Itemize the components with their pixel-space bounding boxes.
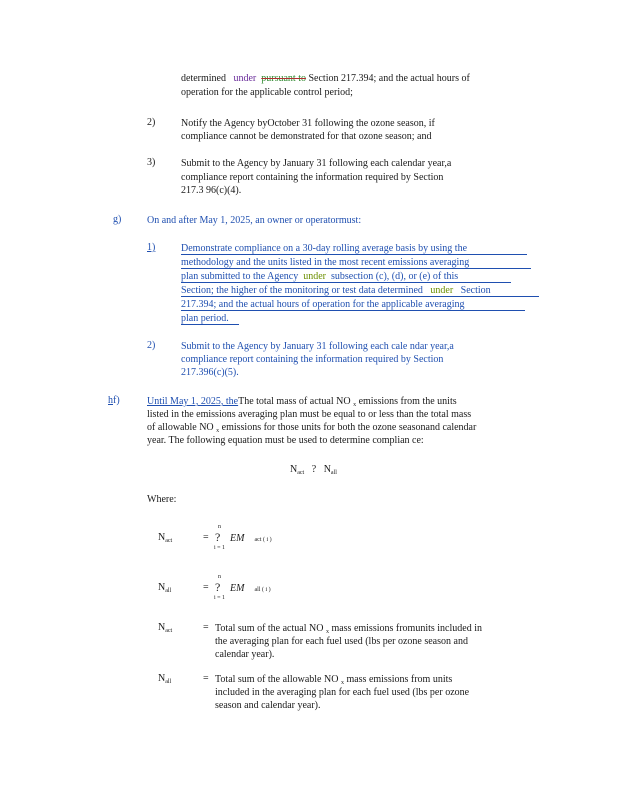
term: EM <box>230 533 245 544</box>
g2-line3: 217.396(c)(5). <box>181 367 239 378</box>
text: mass emissions from units <box>346 674 453 685</box>
g2-line2: compliance report containing the information required by Section <box>181 354 444 365</box>
def4-equals: = <box>203 673 209 684</box>
def2-sum-top: n <box>218 574 221 580</box>
def3-line3: calendar year). <box>215 649 275 660</box>
subscript: all <box>165 679 172 685</box>
where-label: Where: <box>147 494 177 505</box>
item-2-line2: compliance cannot be demonstrated for that ozone season; and <box>181 131 432 142</box>
def2-sum-operator: ? <box>215 580 221 594</box>
text: mass emissions fromunits included in <box>331 623 482 634</box>
g1-underline <box>181 296 539 297</box>
text: The total mass of actual NO <box>238 396 351 407</box>
text: emissions from the units <box>358 396 457 407</box>
subscript: all ( i ) <box>254 587 271 593</box>
item-2-line1: Notify the Agency byOctober 31 following the ozone season, if <box>181 118 435 129</box>
def2-term <box>230 583 271 594</box>
def4-line2: included in the averaging plan for each fuel used (lbs per ozone <box>215 687 470 698</box>
g1-underline <box>181 268 531 269</box>
g1-underline <box>181 254 527 255</box>
symbol: N <box>158 532 166 543</box>
subscript: act <box>165 628 173 634</box>
section-h-line2: listed in the emissions averaging plan must be equal to or less than the total mass <box>147 409 472 420</box>
text: determined <box>181 73 226 84</box>
text: emissions for those units for both the ozone seasonand calendar <box>221 422 477 433</box>
inserted-text: under <box>233 73 257 84</box>
subscript: act <box>297 470 305 476</box>
inserted-text: under <box>303 271 326 282</box>
subscript: x <box>353 402 357 408</box>
deleted-text: pursuant to <box>261 73 306 84</box>
symbol: N <box>158 673 166 684</box>
text: subsection (c), (d), or (e) of this <box>330 271 459 282</box>
subscript: x <box>216 428 220 434</box>
deleted-label: h <box>108 395 113 406</box>
subscript: all <box>330 470 337 476</box>
g1-line6: plan period. <box>181 313 229 324</box>
block-f-end-line1 <box>181 72 470 85</box>
text: plan submitted to the Agency <box>181 271 299 282</box>
subscript: act ( i ) <box>254 537 272 543</box>
block-f-end-line2: operation for the applicable control period; <box>181 87 353 98</box>
text: of allowable NO <box>147 422 214 433</box>
subscript: x <box>325 629 329 635</box>
eq-lhs: N <box>290 464 298 475</box>
g1-line2: methodology and the units listed in the most recent emissions averaging <box>181 257 470 268</box>
text: Section <box>460 285 491 296</box>
inserted-label: f) <box>113 395 120 406</box>
g1-underline <box>181 324 239 325</box>
inserted-text: under <box>430 285 454 296</box>
main-equation <box>290 464 337 476</box>
item-2-number: 2) <box>147 117 156 128</box>
section-g-label: g) <box>113 214 122 225</box>
section-g-intro: On and after May 1, 2025, an owner or operatormust: <box>147 215 362 226</box>
item-3-line3: 217.3 96(c)(4). <box>181 185 242 196</box>
g1-underline <box>181 282 511 283</box>
g2-line1: Submit to the Agency by January 31 following each cale ndar year,a <box>181 341 454 352</box>
def3-line2: the averaging plan for each fuel used (lbs per ozone season and <box>215 636 468 647</box>
term: EM <box>230 583 245 594</box>
def3-symbol <box>158 622 172 634</box>
def1-symbol <box>158 532 172 544</box>
symbol: N <box>158 582 166 593</box>
def3-equals: = <box>203 622 209 633</box>
g1-line5: 217.394; and the actual hours of operation for the applicable averaging <box>181 299 465 310</box>
g1-underline <box>181 310 525 311</box>
eq-operator: ? <box>311 464 317 475</box>
subscript: all <box>165 588 172 594</box>
subscript: x <box>340 680 344 686</box>
eq-rhs: N <box>323 464 331 475</box>
section-h-label <box>108 395 120 406</box>
symbol: N <box>158 622 166 633</box>
def1-sum-bottom: i = 1 <box>214 545 226 551</box>
def1-sum-operator: ? <box>215 530 221 544</box>
def4-line3: season and calendar year). <box>215 700 321 711</box>
def1-term <box>230 533 272 544</box>
item-3-number: 3) <box>147 157 156 168</box>
inserted-text: Until May 1, 2025, the <box>147 396 239 407</box>
def4-symbol <box>158 673 171 685</box>
item-3-line2: compliance report containing the information required by Section <box>181 172 444 183</box>
text: Section 217.394; and the actual hours of <box>308 73 470 84</box>
subscript: act <box>165 538 173 544</box>
item-3-line1: Submit to the Agency by January 31 following each calendar year,a <box>181 158 452 169</box>
g1-number: 1) <box>147 242 156 253</box>
text: Section; the higher of the monitoring or test data determined <box>181 285 423 296</box>
def2-sum-bottom: i = 1 <box>214 595 226 601</box>
def2-symbol <box>158 582 171 594</box>
g1-line1: Demonstrate compliance on a 30-day rolling average basis by using the <box>181 243 468 254</box>
g2-number: 2) <box>147 340 156 351</box>
def2-equals: = <box>203 582 209 593</box>
def1-sum-top: n <box>218 524 221 530</box>
def1-equals: = <box>203 532 209 543</box>
text: Total sum of the allowable NO <box>215 674 339 685</box>
text: Total sum of the actual NO <box>215 623 324 634</box>
section-h-line4: year. The following equation must be used to determine complian ce: <box>147 435 424 446</box>
